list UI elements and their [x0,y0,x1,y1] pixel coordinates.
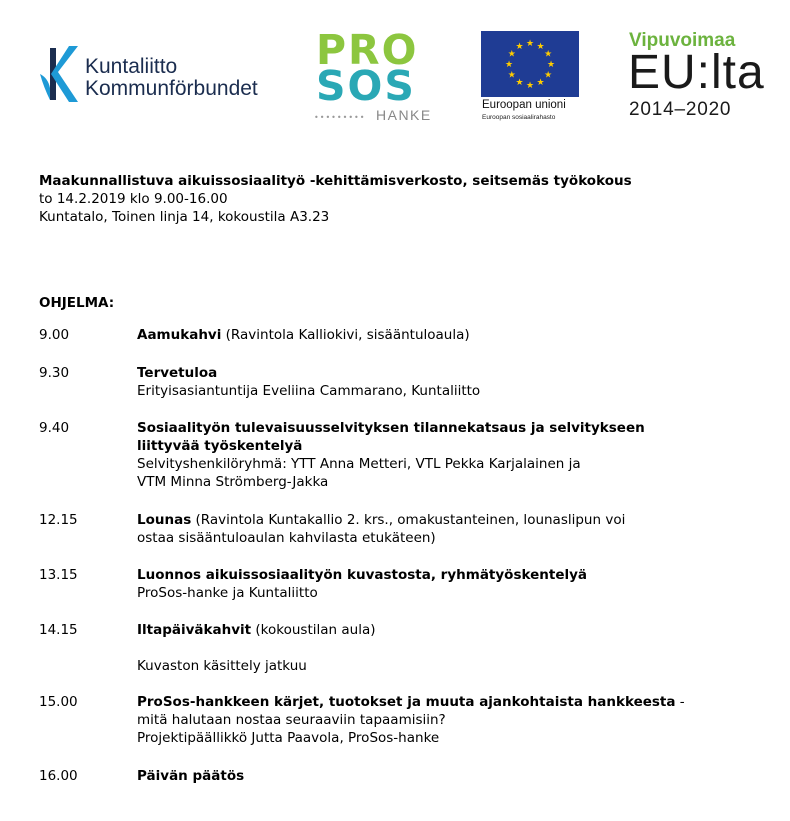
eu-star-icon: ★ [546,60,556,70]
logo-bar [0,0,790,135]
eu-logo [481,31,581,126]
eu-star-icon: ★ [515,78,524,89]
eu-star-icon: ★ [544,49,553,60]
program-time: 13.15 [39,567,78,583]
eu-star-icon: ★ [544,70,553,81]
prosos-dots: ••••••••• [314,113,366,122]
program-note-cont: mitä halutaan nostaa seuraaviin tapaamisiin? [137,712,446,728]
program-topic-cont: liittyvää työskentelyä [137,438,303,454]
meeting-place: Kuntatalo, Toinen linja 14, kokoustila A3.23 [39,209,330,225]
program-time: 9.40 [39,420,70,436]
vipuvoimaa-years: 2014–2020 [629,99,732,120]
meeting-date: to 14.2.2019 klo 9.00-16.00 [39,191,228,207]
program-topic: Luonnos aikuissosiaalityön kuvastosta, ryhmätyöskentelyä [137,567,588,583]
eu-flag-icon [481,31,579,97]
eu-star-icon: ★ [507,49,516,60]
program-note: (Ravintola Kuntakallio 2. krs., omakustanteinen, lounaslipun voi [191,512,626,528]
kuntaliitto-name: Kuntaliitto [85,55,178,78]
kommunforbundet-name: Kommunförbundet [85,77,258,100]
eu-name: Euroopan unioni [482,99,566,111]
kuntaliitto-logo [38,44,283,104]
program-extra: Kuvaston käsittely jatkuu [137,658,307,674]
vipuvoimaa-title: Vipuvoimaa [629,30,736,51]
program-topic: Aamukahvi [137,327,222,343]
program-speaker: Erityisasiantuntija Eveliina Cammarano, Kuntaliitto [137,383,481,399]
vipuvoimaa-eu-text: EU:lta [628,46,765,99]
program-time: 12.15 [39,512,78,528]
meeting-title: Maakunnallistuva aikuissosiaalityö -kehittämisverkosto, seitsemäs työkokous [39,173,632,189]
program-time: 9.30 [39,365,70,381]
eu-star-icon: ★ [504,60,514,70]
program-topic: Päivän päätös [137,768,245,784]
prosos-hanke-text: HANKE [376,107,432,123]
prosos-logo [312,26,442,125]
prosos-pro-text: PRO [316,26,419,74]
program-topic: Tervetuloa [137,365,218,381]
eu-star-icon: ★ [525,81,535,91]
meeting-header [39,172,769,226]
kuntaliitto-k-icon [38,44,82,104]
program-topic: ProSos-hankkeen kärjet, tuotokset ja muuta ajankohtaista hankkeesta [137,694,676,710]
prosos-sos-text: SOS [316,62,416,110]
program-speaker: Projektipäällikkö Jutta Paavola, ProSos-hanke [137,730,440,746]
program-topic: Lounas [137,512,192,528]
program-heading: OHJELMA: [39,295,115,311]
program-note-cont: ostaa sisääntuloaulan kahvilasta etukäteen) [137,530,436,546]
eu-subtitle: Euroopan sosiaalirahasto [482,114,556,121]
program-note: (kokoustilan aula) [251,622,376,638]
eu-star-icon: ★ [536,78,545,89]
eu-star-icon: ★ [507,70,516,81]
vipuvoimaa-logo [628,30,768,125]
eu-star-icon: ★ [525,39,535,49]
program-time: 14.15 [39,622,78,638]
program-dash: - [675,694,685,710]
program-time: 15.00 [39,694,78,710]
program-speaker: Selvityshenkilöryhmä: YTT Anna Metteri, VTL Pekka Karjalainen ja [137,456,581,472]
program-note: (Ravintola Kalliokivi, sisääntuloaula) [221,327,470,343]
program-time: 9.00 [39,327,70,343]
program-speaker-cont: VTM Minna Strömberg-Jakka [137,474,329,490]
program-topic: Sosiaalityön tulevaisuusselvityksen tilannekatsaus ja selvitykseen [137,420,645,436]
eu-star-icon: ★ [536,41,545,52]
program-topic: Iltapäiväkahvit [137,622,252,638]
eu-star-icon: ★ [515,41,524,52]
program-time: 16.00 [39,768,78,784]
program-speaker: ProSos-hanke ja Kuntaliitto [137,585,318,601]
